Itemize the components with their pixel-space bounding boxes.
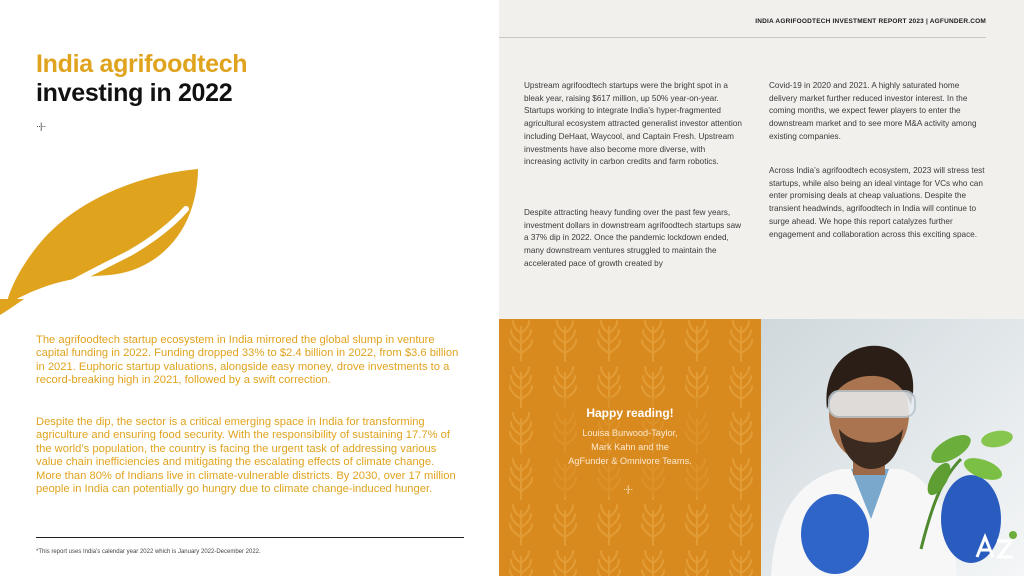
column-1-paragraph-2: Despite attracting heavy funding over the past few years, investment dollars in downstream agrifoodtech startups saw a 37% dip in 2022. Once the pandemic lockdown ended, many downstream ventures struggled to maintain the accelerated pace of growth created by — [524, 208, 742, 268]
closing-line-2: Mark Kahn and the — [591, 442, 669, 452]
column-2-paragraph-1: Covid-19 in 2020 and 2021. A highly saturated home delivery market further reduced investor interest. In the coming months, we expect fewer players to enter the downstream market and to see more M&A activity among existing companies. — [769, 81, 977, 141]
closing-line-3: AgFunder & Omnivore Teams. — [568, 456, 692, 466]
researcher-photo — [761, 319, 1024, 576]
footnote-divider — [36, 537, 464, 538]
column-1-paragraph-1: Upstream agrifoodtech startups were the bright spot in a bleak year, raising $617 million, up 50% year-on-year. Startups working to integrate India’s hyper-fragmented agricultural ecosystem attracted generalist investor attention including DeHaat, Waycool, and Captain Fresh. Upstream investments have also become more diverse, with increasing activity in carbon credits and farm robotics. — [524, 81, 742, 167]
intro-paragraph-2: Despite the dip, the sector is a critical emerging space in India for transforming agriculture and ensuring food security. With the responsibility of sustaining 17.7% of the world’s population, the country is facing the urgent task of addressing various value chain inefficiencies and mitigating the escalating effects of climate change. More than 80% of Indians live in climate-vulnerable districts. By 2030, over 17 million people in India can potentially go hungry due to climate change-induced hunger. — [36, 416, 456, 496]
closing-line-1: Louisa Burwood-Taylor, — [582, 428, 678, 438]
header-divider — [499, 37, 986, 38]
title-line-2: investing in 2022 — [36, 79, 233, 107]
divider-mark-icon: ··|·· — [36, 121, 46, 131]
title-line-1: India agrifoodtech — [36, 50, 248, 78]
report-header: INDIA AGRIFOODTECH INVESTMENT REPORT 2023 | AGFUNDER.COM — [755, 18, 986, 25]
leaf-icon — [0, 165, 200, 325]
closing-title: Happy reading! — [586, 406, 674, 420]
intro-paragraph-1: The agrifoodtech startup ecosystem in India mirrored the global slump in venture capital funding in 2022. Funding dropped 33% to $2.4 billion in 2022, from $3.6 billion in 2021. Euphoric startup valuations, alongside easy money, drove investments to a record-breaking high in 2021, followed by a swift correction. — [36, 334, 459, 387]
footnote: *This report uses India’s calendar year 2022 which is January 2022-December 2022. — [36, 549, 261, 555]
column-2-paragraph-2: Across India’s agrifoodtech ecosystem, 2023 will stress test startups, while also being an ideal vintage for VCs who can enter promising deals at cheap valuations. Despite the transient headwinds, agrifoodtech in India will continue to surge ahead. We hope this report catalyzes further engagement and collaboration across this exciting space. — [769, 166, 985, 239]
closing-divider-icon: ··|·· — [623, 484, 633, 494]
page-title — [36, 50, 247, 108]
closing-signature — [499, 426, 761, 468]
photo-illustration — [761, 319, 1024, 576]
